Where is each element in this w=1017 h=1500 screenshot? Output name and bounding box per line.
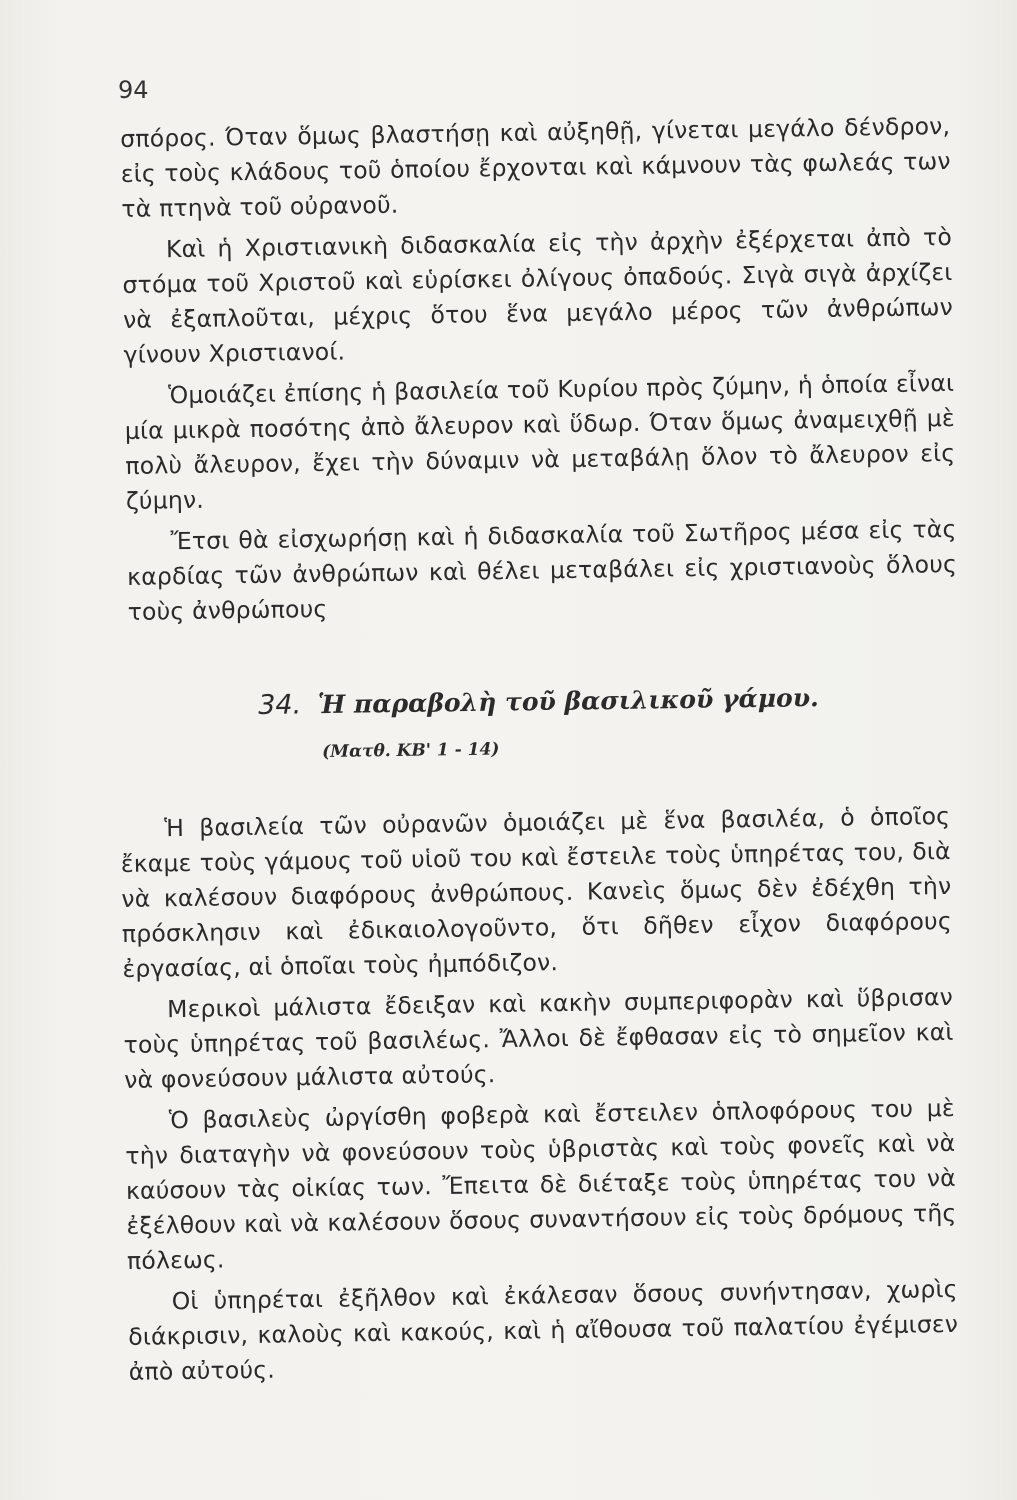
section-number: 34. [258, 689, 302, 721]
scripture-reference: (Ματθ. ΚΒ' 1 - 14) [322, 739, 500, 762]
paragraph-continuation: σπόρος. Όταν ὅμως βλαστήσῃ καὶ αὐξηθῇ, γίνεται μεγάλο δένδρον, εἰς τοὺς κλάδους τοῦ ὁποίου ἔρχονται καὶ κάμνουν τὰς φωλεάς των τὰ πτηνὰ τοῦ οὐρανοῦ. [120, 111, 951, 223]
paragraph: Καὶ ἡ Χριστιανικὴ διδασκαλία εἰς τὴν ἀρχὴν ἐξέρχεται ἀπὸ τὸ στόμα τοῦ Χριστοῦ καὶ εὑρίσκει ὀλίγους ὀπαδούς. Σιγὰ σιγὰ ἀρχίζει νὰ ἐξαπλοῦται, μέχρις ὅτου ἕνα μεγάλο μέρος τῶν ἀνθρώπων γίνουν Χριστιανοί. [122, 222, 954, 369]
section-heading [258, 682, 819, 721]
text-block-bottom [120, 799, 959, 1396]
paragraph: Ὁμοιάζει ἐπίσης ἡ βασιλεία τοῦ Κυρίου πρὸς ζύμην, ἡ ὁποία εἶναι μία μικρὰ ποσότης ἀπὸ ἄλευρον καὶ ὕδωρ. Όταν ὅμως ἀναμειχθῇ μὲ πολὺ ἄλευρον, ἔχει τὴν δύναμιν νὰ μεταβάλῃ ὅλον τὸ ἄλευρον εἰς ζύμην. [124, 368, 956, 515]
paragraph: Ὁ βασιλεὺς ὠργίσθη φοβερὰ καὶ ἔστειλεν ὁπλοφόρους του μὲ τὴν διαταγὴν νὰ φονεύσουν τοὺς ὑβριστὰς καὶ τοὺς φονεῖς καὶ νὰ καύσουν τὰς οἰκίας των. Ἔπειτα δὲ διέταξε τοὺς ὑπηρέτας του νὰ ἐξέλθουν καὶ νὰ καλέσουν ὅσους συναντήσουν εἰς τοὺς δρόμους τῆς πόλεως. [125, 1093, 957, 1275]
paragraph: Ἔτσι θὰ εἰσχωρήσῃ καὶ ἡ διδασκαλία τοῦ Σωτῆρος μέσα εἰς τὰς καρδίας τῶν ἀνθρώπων καὶ θέλει μεταβάλει εἰς χριστιανοὺς ὅλους τοὺς ἀνθρώπους [126, 514, 958, 626]
text-block-top [120, 109, 958, 636]
page-number: 94 [118, 76, 149, 104]
paragraph: Ἡ βασιλεία τῶν οὐρανῶν ὁμοιάζει μὲ ἕνα βασιλέα, ὁ ὁποῖος ἔκαμε τοὺς γάμους τοῦ υἱοῦ του καὶ ἔστειλε τοὺς ὑπηρέτας του, διὰ νὰ καλέσουν διαφόρους ἀνθρώπους. Κανεὶς ὅμως δὲν ἐδέχθη τὴν πρόσκλησιν καὶ ἐδικαιολογοῦντο, ὅτι δῆθεν εἶχον διαφόρους ἐργασίας, αἱ ὁποῖαι τοὺς ἠμπόδιζον. [120, 801, 953, 983]
paragraph: Μερικοὶ μάλιστα ἔδειξαν καὶ κακὴν συμπεριφορὰν καὶ ὕβρισαν τοὺς ὑπηρέτας τοῦ βασιλέως. Ἄλλοι δὲ ἔφθασαν εἰς τὸ σημεῖον καὶ νὰ φονεύσουν μάλιστα αὐτούς. [123, 982, 954, 1094]
section-title: Ἡ παραβολὴ τοῦ βασιλικοῦ γάμου. [317, 683, 819, 720]
paragraph: Οἱ ὑπηρέται ἐξῆλθον καὶ ἐκάλεσαν ὅσους συνήντησαν, χωρὶς διάκρισιν, καλοὺς καὶ κακούς, καὶ ἡ αἴθουσα τοῦ παλατίου ἐγέμισεν ἀπὸ αὐτούς. [128, 1274, 959, 1386]
